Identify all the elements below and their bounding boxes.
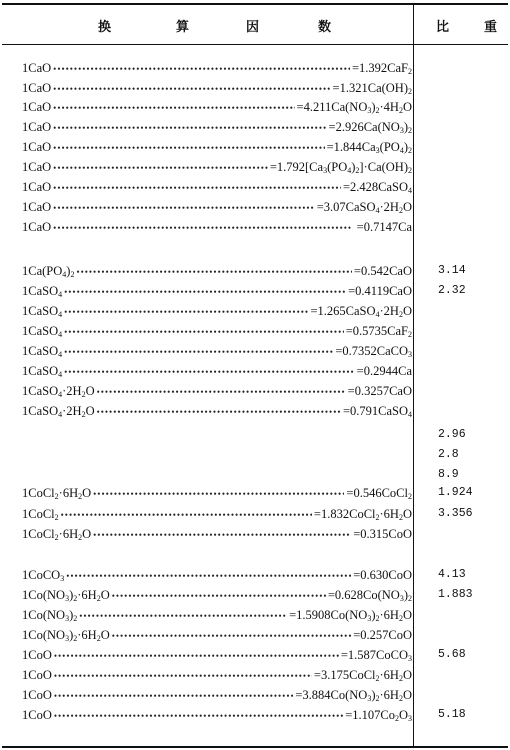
equals-sign: = [342, 180, 350, 194]
header-conversion-char-3: 因 [246, 20, 260, 35]
specific-gravity-value: 4.13 [438, 568, 466, 581]
row-lhs-formula: 1CoCO$_3$ [22, 568, 65, 583]
leader-dots [53, 202, 315, 214]
specific-gravity-value: 3.14 [438, 264, 466, 277]
row-rhs-formula: $1.107Co_2O_3$ [352, 708, 412, 723]
specific-gravity-value: 5.68 [438, 648, 466, 661]
row-rhs-formula: 2.428CaSO$_4$ [350, 180, 412, 195]
row-rhs-formula: 0.5735CaF$_2$ [352, 324, 412, 339]
row-rhs-formula: $3.07CaSO_4\cdot 2H_2O$ [323, 200, 412, 215]
table-row [22, 304, 412, 318]
top-rule [2, 3, 508, 5]
specific-gravity-value: 1.883 [438, 588, 473, 601]
table-row [22, 61, 412, 75]
row-lhs-formula: 1CaSO$_4$ [22, 364, 63, 379]
leader-dots [112, 630, 351, 642]
equals-sign: = [353, 527, 361, 541]
equals-sign: = [342, 404, 350, 418]
row-lhs-formula: 1CaO [22, 160, 52, 174]
row-lhs-formula: $1CaSO_4\cdot 2H_2O$ [22, 404, 95, 419]
row-lhs-formula: 1CoCl$_2$ [22, 507, 59, 522]
leader-dots [53, 102, 294, 114]
row-lhs-formula: $1Co(NO_3)_2$ [22, 608, 78, 623]
row-rhs-formula: 1.392CaF$_2$ [359, 61, 412, 76]
equals-sign: = [340, 648, 348, 662]
table-row [22, 507, 412, 521]
specific-gravity-value: 3.356 [438, 507, 473, 520]
row-lhs-formula: 1CaO [22, 200, 52, 214]
row-lhs-formula: 1CaSO$_4$ [22, 304, 63, 319]
equals-sign: = [346, 486, 354, 500]
specific-gravity-value: 2.8 [438, 448, 459, 461]
equals-sign: = [327, 588, 335, 602]
table-row [22, 486, 412, 500]
table-row [22, 100, 412, 114]
leader-dots [64, 326, 344, 338]
equals-sign: = [348, 284, 356, 298]
table-row [22, 708, 412, 722]
leader-dots [53, 162, 268, 174]
table-row [22, 264, 412, 278]
row-lhs-formula: $1CoCl_2\cdot 6H_2O$ [22, 486, 92, 501]
equals-sign: = [289, 608, 297, 622]
equals-sign: = [353, 628, 361, 642]
leader-dots [53, 182, 341, 194]
specific-gravity-value: 1.924 [438, 486, 473, 499]
row-lhs-formula: 1CaO [22, 220, 52, 234]
equals-sign: = [345, 324, 353, 338]
row-lhs-formula: 1CoO [22, 668, 52, 682]
header-sg-char-1: 比 [436, 20, 450, 35]
row-lhs-formula: 1CaSO$_4$ [22, 324, 63, 339]
row-lhs-formula: $1Ca(PO_4)_2$ [22, 264, 75, 279]
table-row [22, 384, 412, 398]
equals-sign: = [326, 140, 334, 154]
row-lhs-formula: $1Co(NO_3)_2\cdot 6H_2O$ [22, 588, 110, 603]
table-row [22, 527, 412, 541]
row-rhs-formula: 1.587CoCO$_3$ [347, 648, 412, 663]
equals-sign: = [351, 61, 360, 75]
leader-dots [97, 406, 341, 418]
table-row [22, 688, 412, 702]
row-rhs-formula: $3.175CoCl_2\cdot 6H_2O$ [320, 668, 412, 683]
table-row [22, 180, 412, 194]
row-lhs-formula: 1CaO [22, 180, 52, 194]
equals-sign: = [345, 708, 353, 722]
row-rhs-formula: $1.321Ca(OH)_2$ [339, 81, 412, 96]
equals-sign: = [269, 160, 277, 174]
header-bottom-rule [2, 44, 508, 45]
row-rhs-formula: 0.791CaSO$_4$ [350, 404, 412, 419]
bottom-rule [2, 746, 508, 748]
leader-dots [64, 346, 333, 358]
table-row [22, 648, 412, 662]
row-rhs-formula: 0.7352CaCO$_3$ [342, 344, 412, 359]
leader-dots [54, 710, 343, 722]
leader-dots [61, 509, 312, 521]
row-rhs-formula: $1.832CoCl_2\cdot 6H_2O$ [320, 507, 412, 522]
leader-dots [112, 590, 326, 602]
table-row [22, 568, 412, 582]
leader-dots [54, 670, 312, 682]
table-row [22, 588, 412, 602]
equals-sign: = [296, 100, 304, 114]
equals-sign: = [335, 344, 343, 358]
row-rhs-formula: $3.884Co(NO_3)_2\cdot 6H_2O$ [302, 688, 412, 703]
row-lhs-formula: 1CoO [22, 648, 52, 662]
row-rhs-formula: $2.926Ca(NO_3)_2$ [335, 120, 412, 135]
table-row [22, 200, 412, 214]
row-lhs-formula: $1CoCl_2\cdot 6H_2O$ [22, 527, 92, 542]
equals-sign: = [353, 264, 361, 278]
equals-sign: = [356, 364, 364, 378]
row-lhs-formula: 1CaO [22, 120, 52, 134]
row-lhs-formula: 1CaO [22, 140, 52, 154]
row-rhs-formula: $1.5908Co(NO_3)_2\cdot 6H_2O$ [296, 608, 412, 623]
leader-dots [53, 142, 324, 154]
equals-sign: = [328, 120, 336, 134]
leader-dots [64, 366, 355, 378]
table-row [22, 608, 412, 622]
leader-dots [93, 529, 351, 541]
equals-sign: = [332, 81, 340, 95]
leader-dots [54, 690, 293, 702]
row-rhs-formula: 0.630CoO [360, 568, 412, 582]
equals-sign: = [356, 220, 364, 234]
row-lhs-formula: 1CaO [22, 81, 52, 95]
leader-dots [53, 122, 326, 134]
specific-gravity-value: 2.96 [438, 428, 466, 441]
leader-dots [76, 266, 351, 278]
row-rhs-formula: $1.844Ca_3(PO_4)_2$ [333, 140, 412, 155]
table-row [22, 160, 412, 174]
row-lhs-formula: 1CaSO$_4$ [22, 344, 63, 359]
row-lhs-formula: 1CaO [22, 100, 52, 114]
row-lhs-formula: $1Co(NO_3)_2\cdot 6H_2O$ [22, 628, 110, 643]
table-row [22, 220, 412, 234]
leader-dots [53, 63, 350, 75]
table-row [22, 668, 412, 682]
table-row [22, 284, 412, 298]
equals-sign: = [347, 384, 355, 398]
table-row [22, 404, 412, 418]
leader-dots [66, 570, 351, 582]
equals-sign: = [313, 507, 321, 521]
table-row [22, 324, 412, 338]
leader-dots [64, 286, 346, 298]
table-row [22, 81, 412, 95]
leader-dots [93, 488, 344, 500]
row-rhs-formula: $1.792[Ca_3(PO_4)_2]\cdot Ca(OH)_2$ [276, 160, 412, 175]
row-rhs-formula: 0.542CaO [360, 264, 412, 278]
specific-gravity-value: 8.9 [438, 468, 459, 481]
equals-sign: = [295, 688, 303, 702]
equals-sign: = [310, 304, 318, 318]
header-conversion-char-2: 算 [176, 20, 190, 35]
row-rhs-formula: 0.546CoCl$_2$ [353, 486, 412, 501]
row-lhs-formula: $1CaSO_4\cdot 2H_2O$ [22, 384, 95, 399]
header-sg-char-2: 重 [484, 20, 498, 35]
table-row [22, 140, 412, 154]
column-divider [413, 3, 414, 748]
row-rhs-formula: $1.265CaSO_4\cdot 2H_2O$ [317, 304, 412, 319]
row-rhs-formula: 0.2944Ca [363, 364, 412, 378]
leader-dots [54, 650, 339, 662]
row-rhs-formula: 0.315CoO [360, 527, 412, 541]
header-conversion-char-1: 换 [98, 20, 112, 35]
row-lhs-formula: 1CoO [22, 688, 52, 702]
specific-gravity-value: 5.18 [438, 708, 466, 721]
leader-dots [64, 306, 308, 318]
header-conversion-char-4: 数 [318, 20, 332, 35]
row-rhs-formula: 0.4119CaO [355, 284, 412, 298]
table-row [22, 628, 412, 642]
leader-dots [79, 610, 287, 622]
table-row [22, 364, 412, 378]
specific-gravity-value: 2.32 [438, 284, 466, 297]
row-rhs-formula: $4.211Ca(NO_3)_2\cdot 4H_2O$ [303, 100, 412, 115]
row-rhs-formula: $0.628Co(NO_3)_2$ [334, 588, 412, 603]
leader-dots [97, 386, 346, 398]
row-lhs-formula: 1CaSO$_4$ [22, 284, 63, 299]
row-rhs-formula: 0.3257CaO [354, 384, 412, 398]
equals-sign: = [353, 568, 361, 582]
row-rhs-formula: 0.7147Ca [363, 220, 412, 234]
equals-sign: = [316, 200, 324, 214]
row-rhs-formula: 0.257CoO [360, 628, 412, 642]
row-lhs-formula: 1CaO [22, 61, 52, 75]
row-lhs-formula: 1CoO [22, 708, 52, 722]
table-row [22, 120, 412, 134]
table-row [22, 344, 412, 358]
equals-sign: = [313, 668, 321, 682]
leader-dots [53, 83, 330, 95]
leader-dots [53, 222, 355, 234]
